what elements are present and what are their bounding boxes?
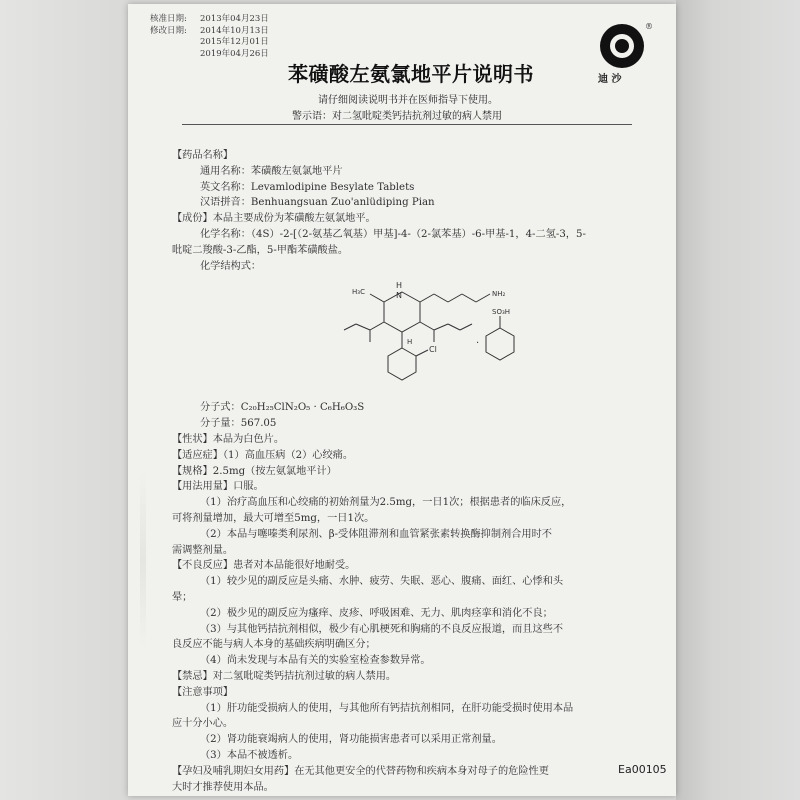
date-value: 2013年04月23日: [200, 14, 269, 24]
nh-label: H: [396, 281, 403, 291]
date-label: 核准日期:: [150, 14, 187, 24]
molecular-weight: 分子量：567.05: [200, 418, 277, 430]
usage-item: （1）治疗高血压和心绞痛的初始剂量为2.5mg，一日1次；根据患者的临床反应，: [200, 497, 572, 509]
section-adverse: 【不良反应】患者对本品能很好地耐受。: [172, 560, 356, 572]
chemical-name: 化学名称：（4S）-2-[（2-氨基乙氧基）甲基]-4-（2-氯苯基）-6-甲基-1，4-二氢-3，5-: [200, 228, 586, 240]
usage-item-cont: 需调整剂量。: [172, 544, 234, 556]
adverse-item-cont: 良反应不能与病人本身的基础疾病明确区分；: [172, 639, 376, 651]
adverse-item: （2）极少见的副反应为瘙痒、皮疹、呼吸困难、无力、肌肉痉挛和消化不良；: [200, 607, 553, 619]
adverse-item-cont: 晕；: [172, 591, 193, 603]
brand-name: 迪 沙: [598, 74, 622, 85]
caution-item: （1）肝功能受损病人的使用，与其他所有钙拮抗剂相同，在肝功能受损时使用本品: [200, 702, 574, 714]
section-property: 【性状】本品为白色片。: [172, 433, 285, 445]
chemical-structure: [172, 274, 662, 400]
section-composition: 【成份】本品主要成份为苯磺酸左氨氯地平。: [172, 213, 376, 225]
date-value: 2019年04月26日: [200, 48, 269, 59]
header-divider: [182, 124, 632, 125]
registered-mark: ®: [645, 22, 653, 31]
date-row: [150, 26, 269, 38]
n-label: N: [396, 291, 402, 301]
date-row: [150, 37, 269, 49]
caution-item-cont: 应十分小心。: [172, 718, 234, 730]
structure-label: 化学结构式：: [200, 260, 262, 272]
date-row: [150, 14, 269, 26]
warning-line: 警示语：对二氢吡啶类钙拮抗剂过敏的病人禁用: [292, 111, 502, 122]
background-left: [0, 0, 128, 800]
amine-label: NH₂: [492, 290, 506, 299]
adverse-item: （4）尚未发现与本品有关的实验室检查参数异常。: [200, 655, 431, 667]
section-contraindication: 【禁忌】对二氢吡啶类钙拮抗剂过敏的病人禁用。: [172, 670, 397, 682]
adverse-item: （3）与其他钙拮抗剂相似，极少有心肌梗死和胸痛的不良反应报道，而且这些不: [200, 623, 564, 635]
date-value: 2014年10月13日: [200, 25, 269, 36]
caution-item: （3）本品不被透析。: [200, 749, 299, 761]
molecular-formula: 分子式：C₂₀H₂₅ClN₂O₅ · C₆H₆O₃S: [200, 402, 365, 414]
section-cautions: 【注意事项】: [172, 686, 234, 698]
date-label: 修改日期:: [150, 25, 187, 36]
caution-item: （2）肾功能衰竭病人的使用，肾功能损害患者可以采用正常剂量。: [200, 734, 502, 746]
document-title: 苯磺酸左氨氯地平片说明书: [288, 62, 534, 86]
sulfonic-label: SO₃H: [492, 308, 511, 317]
date-row: [150, 49, 269, 61]
usage-notice: 请仔细阅读说明书并在医师指导下使用。: [318, 95, 498, 106]
methyl-label: H₃C: [352, 288, 365, 297]
brand-logo-icon: [600, 24, 644, 68]
pinyin-name: 汉语拼音：Benhuangsuan Zuo'anlüdiping Pian: [200, 197, 435, 209]
logo-core: [615, 39, 629, 53]
section-pregnancy: 【孕妇及哺乳期妇女用药】在无其他更安全的代替药物和疾病本身对母子的危险性更: [172, 765, 549, 777]
section-spec: 【规格】2.5mg（按左氨氯地平计）: [172, 465, 337, 477]
date-value: 2015年12月01日: [200, 37, 269, 47]
section-indication: 【适应症】（1）高血压病（2）心绞痛。: [172, 449, 354, 461]
leaflet-body: [172, 148, 662, 795]
document-code: Ea00105: [618, 763, 667, 776]
approval-dates: [150, 14, 269, 60]
section-pregnancy-cont: 大时才推荐使用本品。: [172, 781, 274, 793]
adverse-item: （1）较少见的副反应是头痛、水肿、疲劳、失眠、恶心、腹痛、面红、心悸和头: [200, 576, 564, 588]
paper-smudge: [140, 470, 146, 650]
section-drug-name: 【药品名称】: [172, 150, 234, 161]
chloro-label: Cl: [429, 345, 437, 355]
usage-item-cont: 可将剂量增加，最大可增至5mg，一日1次。: [172, 512, 375, 524]
chemical-name-cont: 吡啶二羧酸-3-乙酯，5-甲酯苯磺酸盐。: [172, 244, 349, 256]
background-right: [676, 0, 800, 800]
usage-item: （2）本品与噻嗪类利尿剂、β-受体阻滞剂和血管紧张素转换酶抑制剂合用时不: [200, 528, 552, 540]
salt-dot: ·: [476, 338, 480, 350]
section-usage: 【用法用量】口服。: [172, 481, 264, 493]
english-name: 英文名称：Levamlodipine Besylate Tablets: [200, 181, 415, 193]
structure-diagram: [262, 270, 562, 396]
hydrogen-label: H: [407, 338, 413, 347]
generic-name: 通用名称：苯磺酸左氨氯地平片: [200, 165, 343, 177]
